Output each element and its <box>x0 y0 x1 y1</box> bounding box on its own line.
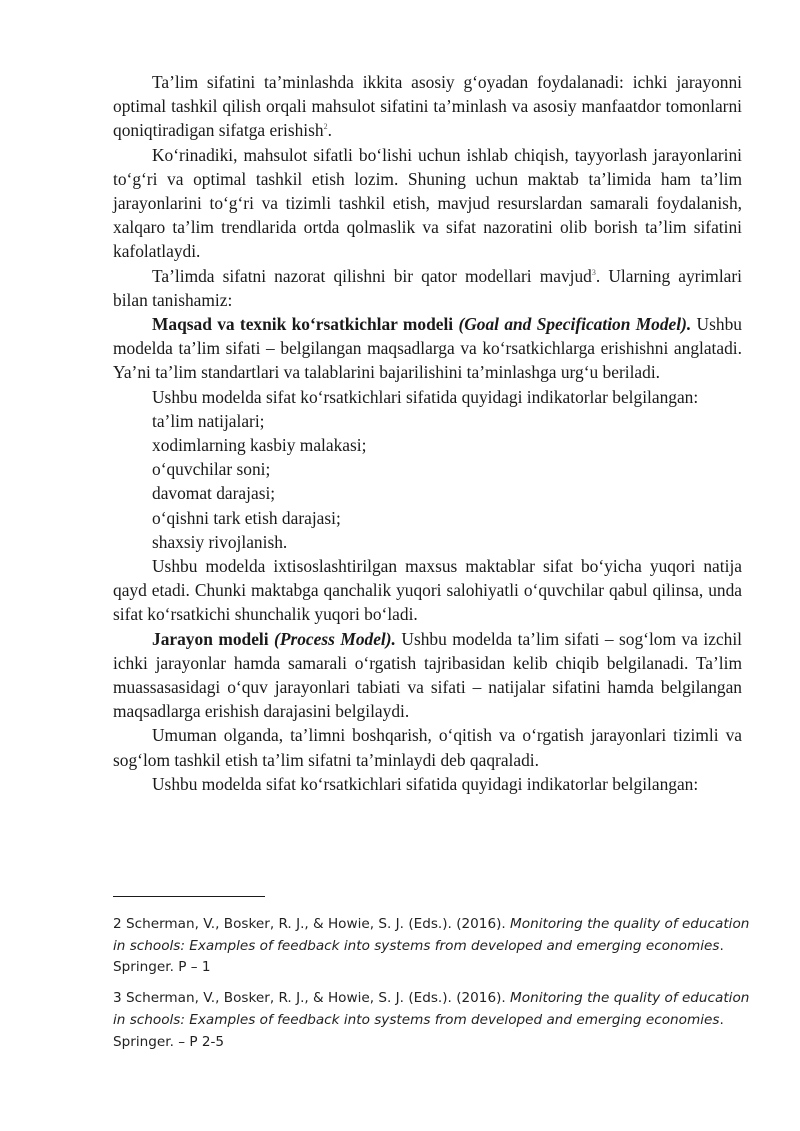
list-item: ta’lim natijalari; <box>152 410 265 431</box>
paragraph-summary: Umuman olganda, ta’limni boshqarish, oʻqitish va oʻrgatish jarayonlari tizimli va sogʻlom tashkil etish ta’lim sifatni ta’minlaydi deb qaqraladi. <box>113 725 742 770</box>
list-item: davomat darajasi; <box>152 483 276 504</box>
footnote-separator <box>113 896 265 897</box>
paragraph-1 <box>113 70 742 143</box>
footnote-2 <box>113 914 753 979</box>
footnotes <box>113 914 753 1062</box>
footnote-title: Monitoring the quality of education in schools: Examples of feedback into systems from developed and emerging economies <box>113 916 750 954</box>
footnote-3 <box>113 988 753 1053</box>
process-model-english-name: (Process Model). <box>274 628 396 649</box>
paragraph-2: Koʻrinadiki, mahsulot sifatli boʻlishi uchun ishlab chiqish, tayyorlash jarayonlarini toʻgʻri va optimal tashkil etish lozim. Shuning uchun maktab ta’limida ham ta’lim jarayonlarini toʻgʻri va tizimli tashkil etish, mavjud resurslardan samarali foydalanish, xalqaro ta’lim trendlarida ortda qolmaslik va sifat nazoratini olib borish ta’lim sifatini kafolatlaydi. <box>113 144 742 262</box>
document-body <box>113 70 742 796</box>
paragraph-3 <box>113 264 742 312</box>
footnote-tail: . Springer. P – 1 <box>113 937 724 976</box>
paragraph-indicators-1: Ushbu modelda sifat koʻrsatkichlari sifatida quyidagi indikatorlar belgilangan: <box>152 386 699 407</box>
goal-model-english-name: (Goal and Specification Model). <box>458 314 692 335</box>
paragraph-3-text: Ta’limda sifatni nazorat qilishni bir qator modellari mavjud <box>152 265 592 286</box>
footnote-authors: Scherman, V., Bosker, R. J., & Howie, S. J. (Eds.). (2016). <box>125 990 506 1007</box>
footnote-number: 2 <box>113 916 122 932</box>
list-item: oʻquvchilar soni; <box>152 459 271 480</box>
process-model-text: Ushbu modelda ta’lim sifati – sogʻlom va izchil ichki jarayonlar hamda samarali oʻrgatish tajribasidan kelib chiqib belgilanadi. Ta’lim muassasasidagi oʻquv jarayonlari tabiati va sifati – natijalar sifatini hamda belgilangan maqsadlarga erishish darajasini belgilaydi. <box>113 628 742 722</box>
process-model-heading: Jarayon modeli <box>152 628 269 649</box>
footnote-ref-3[interactable]: 3 <box>591 267 596 277</box>
footnote-authors: Scherman, V., Bosker, R. J., & Howie, S. J. (Eds.). (2016). <box>125 916 506 932</box>
indicator-list <box>113 409 742 554</box>
footnote-tail: . Springer. – P 2-5 <box>113 1011 724 1050</box>
paragraph-3-end: . Ularning ayrimlari bilan tanishamiz: <box>113 265 742 310</box>
paragraph-1-text: Ta’lim sifatini ta’minlashda ikkita asosiy gʻoyadan foydalanadi: ichki jarayonni optimal tashkil qilish orqali mahsulot sifatini ta’minlash va asosiy manfaatdor tomonlarni qoniqtiradigan sifatga erishish <box>113 72 742 141</box>
footnote-ref-2[interactable]: 2 <box>323 122 328 132</box>
paragraph-1-end: . <box>327 120 332 141</box>
list-item: shaxsiy rivojlanish. <box>152 531 288 552</box>
list-item: oʻqishni tark etish darajasi; <box>152 507 341 528</box>
paragraph-goal-model <box>113 312 742 385</box>
list-item: xodimlarning kasbiy malakasi; <box>152 435 367 456</box>
paragraph-specialized-schools: Ushbu modelda ixtisoslashtirilgan maxsus maktablar sifat boʻyicha yuqori natija qayd etadi. Chunki maktabga qanchalik yuqori salohiyatli oʻquvchilar qabul qilinsa, unda sifat koʻrsatkichi shunchalik yuqori boʻladi. <box>113 556 742 625</box>
paragraph-indicators-2: Ushbu modelda sifat koʻrsatkichlari sifatida quyidagi indikatorlar belgilangan: <box>152 773 699 794</box>
footnote-number: 3 <box>113 990 122 1007</box>
goal-model-heading: Maqsad va texnik koʻrsatkichlar modeli <box>152 314 454 335</box>
footnote-title: Monitoring the quality of education in schools: Examples of feedback into systems from developed and emerging economies <box>113 990 750 1028</box>
paragraph-process-model <box>113 627 742 724</box>
goal-model-text: Ushbu modelda ta’lim sifati – belgilangan maqsadlarga va koʻrsatkichlarga erishishni anglatadi. Ya’ni ta’lim standartlari va talablarini bajarilishini ta’minlashga urgʻu beriladi. <box>113 314 742 383</box>
